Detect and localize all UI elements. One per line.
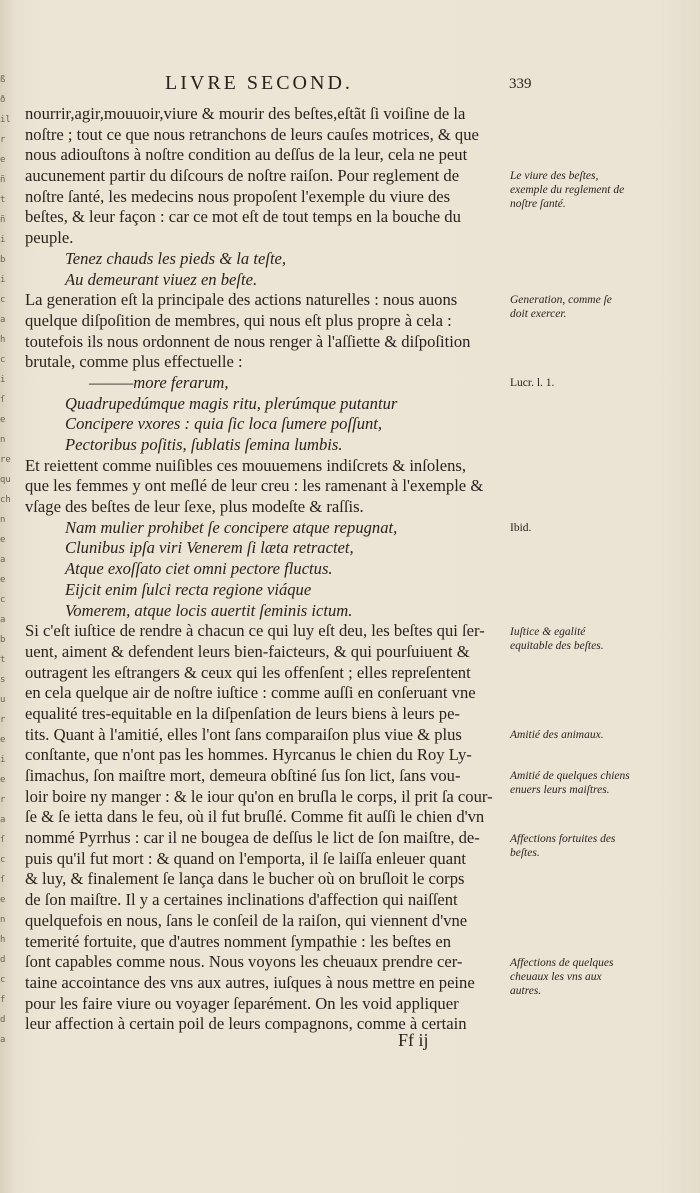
gutter-fragment: d [0,955,6,965]
gutter-fragment: ð [0,95,6,105]
gutter-fragment: d [0,1015,6,1025]
margin-note: Generation, comme ſe doit exercer. [510,294,612,321]
text-line: vſage des beſtes de leur ſexe, plus modeſte & raſſis. [25,497,364,517]
verse-line: Concipere vxores : quia ſic loca ſumere poſſunt, [65,414,383,434]
gutter-fragment: h [0,335,6,345]
verse-line: ———more ferarum, [89,372,229,392]
gutter-fragment: a [0,555,6,565]
verse-line: Au demeurant viuez en beſte. [65,269,258,289]
text-line: quelque diſpoſition de membres, qui nous eſt plus propre à cela : [25,310,452,330]
page-number: 339 [509,76,532,92]
text-line: ſimachus, ſon maiſtre mort, demeura obſtiné ſus ſon lict, ſans vou- [25,766,461,785]
margin-note: Amitié de quelques chiens enuers leurs maiſtres. [510,770,630,797]
margin-note: Lucr. l. 1. [510,377,555,390]
margin-note: Amitié des animaux. [510,729,604,741]
gutter-fragment: h [0,935,6,945]
gutter-fragment: b [0,255,6,265]
gutter-fragment: ſ [0,395,6,405]
text-line: nourrir,agir,mouuoir,viure & mourir des beſtes,eſtãt ſi voiſine de la [25,104,466,123]
text-line: loir boire ny manger : & le iour qu'on en bruſla le corps, il prit ſa cour- [25,786,493,806]
text-line: ſont capables comme nous. Nous voyons les cheuaux prendre cer- [25,952,463,972]
margin-note: Le viure des beſtes, exemple du reglement de noſtre ſanté. [510,170,625,211]
gutter-fragment: c [0,295,6,305]
text-line: La generation eſt la principale des actions naturelles : nous auons [25,290,458,310]
gutter-fragment: c [0,355,6,365]
gutter-fragment: e [0,895,6,905]
text-line: equalité tres-equitable en la diſpenſation de leurs biens à leurs pe- [25,703,460,723]
gutter-fragment: n [0,915,6,925]
text-line: que les femmes y ont meſlé de leur creu : les ramenant à l'exemple & [25,476,484,496]
verse-line: Atque exoſſato ciet omni pectore fluctus. [65,559,333,579]
gutter-fragment: a [0,315,6,325]
gutter-fragment: e [0,775,6,785]
gutter-fragment: n [0,435,6,445]
margin-note: Affections de quelques cheuaux les vns aux autres. [510,956,614,997]
gutter-fragment: e [0,415,6,425]
gutter-fragment: ß [0,75,6,85]
gutter-fragment: c [0,595,6,605]
margin-note: Iuſtice & egalité equitable des beſtes. [510,625,604,652]
gutter-fragment: ſ [0,875,6,885]
text-line: temerité fortuite, que d'autres nomment ſympathie : les beſtes en [25,931,452,951]
text-line: noſtre ; tout ce que nous retranchons de leurs cauſes motrices, & que [25,124,479,144]
gutter-fragment: ſ [0,835,6,845]
margin-note: Affections fortuites des beſtes. [510,832,616,859]
gutter-fragment: t [0,655,6,665]
text-line: ſe & ſe ietta dans le feu, où il fut bruſlé. Comme fit auſſi le chien d'vn [25,807,485,827]
gutter-fragment: r [0,715,6,725]
text-line: noſtre ſanté, les medecins nous propoſent l'exemple du viure des [25,186,451,206]
gutter-fragment: u [0,695,6,705]
text-line: Et reiettent comme nuiſibles ces mouuemens indiſcrets & inſolens, [25,455,467,475]
verse-line: Pectoribus poſitis, ſublatis ſemina lumbis. [65,435,343,454]
signature-mark: Ff ij [398,1030,429,1050]
text-line: uent, aiment & defendent leurs bien-faicteurs, & qui pourſuiuent & [25,641,470,661]
running-header [25,72,532,96]
gutter-fragment: a [0,615,6,625]
text-line: aucunement partir du diſcours de noſtre raiſon. Pour reglement de [25,166,460,186]
margin-note: Ibid. [510,522,532,534]
gutter-fragment: t [0,195,6,205]
verse-line: Clunibus ipſa viri Venerem ſi læta retractet, [65,538,354,558]
verse-line: Tenez chauds les pieds & la teſte, [65,248,287,268]
gutter-fragment: ch [0,495,11,505]
gutter-fragment: i [0,235,6,245]
text-line: beſtes, & leur façon : car ce mot eſt de tout temps en la bouche du [25,207,461,227]
text-line: conſtante, que n'ont pas les hommes. Hyrcanus le chien du Roy Ly- [25,745,472,765]
text-line: nous adiouſtons à noſtre condition au deſſus de la leur, cela ne peut [25,145,468,165]
text-line: quelquefois en nous, ſans le conſeil de la raiſon, qui viennent d'vne [25,910,468,930]
gutter-fragment: a [0,1035,6,1045]
gutter-fragment: r [0,135,6,145]
gutter-fragment: n [0,515,6,525]
verse-line: Quadrupedúmque magis ritu, plerúmque putantur [65,393,398,413]
gutter-fragment: i [0,755,6,765]
text-line: & luy, & finalement ſe lança dans le bucher où on bruſloit le corps [25,869,465,889]
text-line: brutale, comme plus effectuelle : [25,352,243,372]
text-line: de ſon maiſtre. Il y a certaines inclinations d'affection qui naiſſent [25,890,458,910]
main-text [25,104,505,1035]
text-line: toutefois ils nous ordonnent de nous renger à l'aſſiette & diſpoſition [25,331,471,351]
text-line: leur affection à certain poil de leurs compagnons, comme à certain [25,1014,467,1034]
gutter-fragment: a [0,815,6,825]
text-line: pour les faire viure ou voyager ſeparément. On les void appliquer [25,993,459,1013]
gutter-fragment: ñ [0,175,6,185]
text-line: taine accointance des vns aux autres, iuſques à nous mettre en peine [25,972,475,992]
text-line: outragent les eſtrangers & ceux qui les offenſent ; elles repreſentent [25,662,471,682]
gutter-fragment: r [0,795,6,805]
gutter-fragment: c [0,855,6,865]
gutter-fragment: b [0,635,6,645]
text-line: en cela quelque air de noſtre iuſtice : comme auſſi en conſeruant vne [25,683,476,703]
verse-line: Vomerem, atque locis auertit ſeminis ictum. [65,600,353,620]
gutter-fragment: i [0,375,6,385]
gutter-fragment: e [0,155,6,165]
gutter-fragment: qu [0,475,11,485]
gutter-fragment: e [0,535,6,545]
gutter-fragment: e [0,735,6,745]
text-line: Si c'eſt iuſtice de rendre à chacun ce qui luy eſt deu, les beſtes qui ſer- [25,621,485,641]
verse-line: Nam mulier prohibet ſe concipere atque repugnat, [65,517,398,537]
gutter-fragment: ñ [0,215,6,225]
gutter-fragment: s [0,675,6,685]
gutter-fragment: i [0,275,6,285]
gutter-fragment: re [0,455,11,465]
verse-line: Eijcit enim ſulci recta regione viáque [65,579,312,599]
gutter-fragment: c [0,975,6,985]
text-line: nommé Pyrrhus : car il ne bougea de deſſus le lict de ſon maiſtre, de- [25,828,480,848]
gutter-fragment: f [0,995,6,1005]
running-title: LIVRE SECOND. [165,72,353,94]
gutter-fragment: il [0,115,11,125]
text-line: puis qu'il fut mort : & quand on l'emporta, il ſe laiſſa enleuer quant [25,848,467,868]
gutter-fragment: e [0,575,6,585]
text-line: peuple. [25,228,74,248]
text-line: tits. Quant à l'amitié, elles l'ont ſans comparaiſon plus viue & plus [25,724,462,744]
facing-page-edge [0,70,14,1045]
